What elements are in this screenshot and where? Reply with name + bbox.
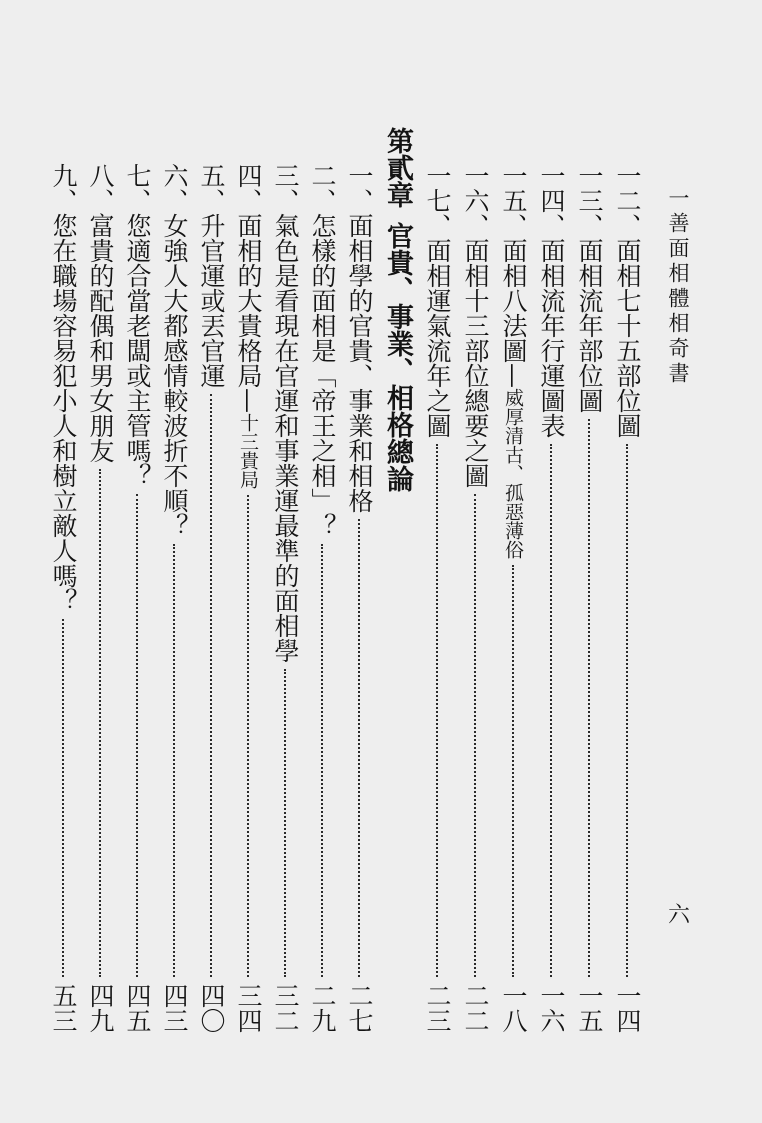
entry-title: 五、升官運或丟官運 (197, 163, 226, 388)
toc-entry (307, 163, 337, 1033)
entry-page: 四五 (123, 983, 152, 1033)
entry-title: 九、您在職場容易犯小人和樹立敵人嗎？ (49, 163, 78, 613)
toc-entry (574, 163, 604, 1033)
leader-dots (512, 565, 514, 977)
leader-dots (210, 394, 212, 977)
entry-page: 四三 (160, 983, 189, 1033)
entry-title: 二、怎樣的面相是「帝王之相」？ (308, 163, 337, 538)
leader-dots (136, 494, 138, 977)
chapter-heading (380, 127, 414, 547)
leader-dots (626, 444, 628, 977)
leader-dots (588, 419, 590, 977)
entry-page: 二二 (461, 983, 490, 1033)
leader-dots (62, 619, 64, 977)
entry-title: 一二、面相七十五部位圖 (613, 163, 642, 438)
leader-dots (550, 444, 552, 977)
toc-entry (536, 163, 566, 1033)
toc-entry (122, 163, 152, 1033)
leader-dots (436, 444, 438, 977)
toc-entry (85, 163, 115, 1033)
entry-page: 一四 (613, 983, 642, 1033)
entry-page: 五三 (49, 983, 78, 1033)
toc-entry (48, 163, 78, 1033)
entry-page: 一五 (575, 983, 604, 1033)
chapter-label: 第貳章 (382, 127, 413, 208)
toc-entry (612, 163, 642, 1033)
entry-title: 一、面相學的官貴、事業和相格 (345, 163, 374, 513)
toc-entry (422, 163, 452, 1033)
toc-entry (344, 163, 374, 1033)
toc-entry (233, 163, 263, 1033)
entry-title: 七、您適合當老闆或主管嗎？ (123, 163, 152, 488)
toc-entry (498, 163, 528, 1033)
entry-title: 四、面相的大貴格局— (234, 163, 263, 413)
entry-page: 二九 (308, 983, 337, 1033)
running-header: 一善面相體相奇書 (666, 187, 690, 387)
entry-title: 三、氣色是看現在官運和事業運最準的面相學 (271, 163, 300, 663)
entry-page: 四九 (86, 983, 115, 1033)
leader-dots (99, 469, 101, 977)
entry-page: 二三 (423, 983, 452, 1033)
entry-title: 一五、面相八法圖— (499, 163, 528, 388)
entry-title: 一三、面相流年部位圖 (575, 163, 604, 413)
leader-dots (284, 669, 286, 977)
entry-page: 一八 (499, 983, 528, 1033)
entry-page: 二七 (345, 983, 374, 1033)
entry-title: 一四、面相流年行運圖表 (537, 163, 566, 438)
entry-page: 四〇 (197, 983, 226, 1033)
entry-title: 一七、面相運氣流年之圖 (423, 163, 452, 438)
chapter-title: 官貴、事業、相格總論 (382, 222, 413, 492)
entry-subtitle: 十三貴局 (237, 413, 259, 489)
toc-entry (270, 163, 300, 1033)
leader-dots (358, 519, 360, 977)
leader-dots (321, 544, 323, 977)
toc-entry (196, 163, 226, 1033)
toc-entry (460, 163, 490, 1033)
toc-entry (159, 163, 189, 1033)
entry-page: 三四 (234, 983, 263, 1033)
entry-title: 一六、面相十三部位總要之圖 (461, 163, 490, 488)
entry-title: 六、女強人大都感情較波折不順？ (160, 163, 189, 538)
entry-title: 八、富貴的配偶和男女朋友 (86, 163, 115, 463)
entry-page: 一六 (537, 983, 566, 1033)
leader-dots (173, 544, 175, 977)
entry-subtitle: 威厚清古、孤惡薄俗 (502, 388, 524, 559)
page-number: 六 (668, 903, 691, 928)
entry-page: 三二 (271, 983, 300, 1033)
leader-dots (474, 494, 476, 977)
leader-dots (247, 495, 249, 977)
